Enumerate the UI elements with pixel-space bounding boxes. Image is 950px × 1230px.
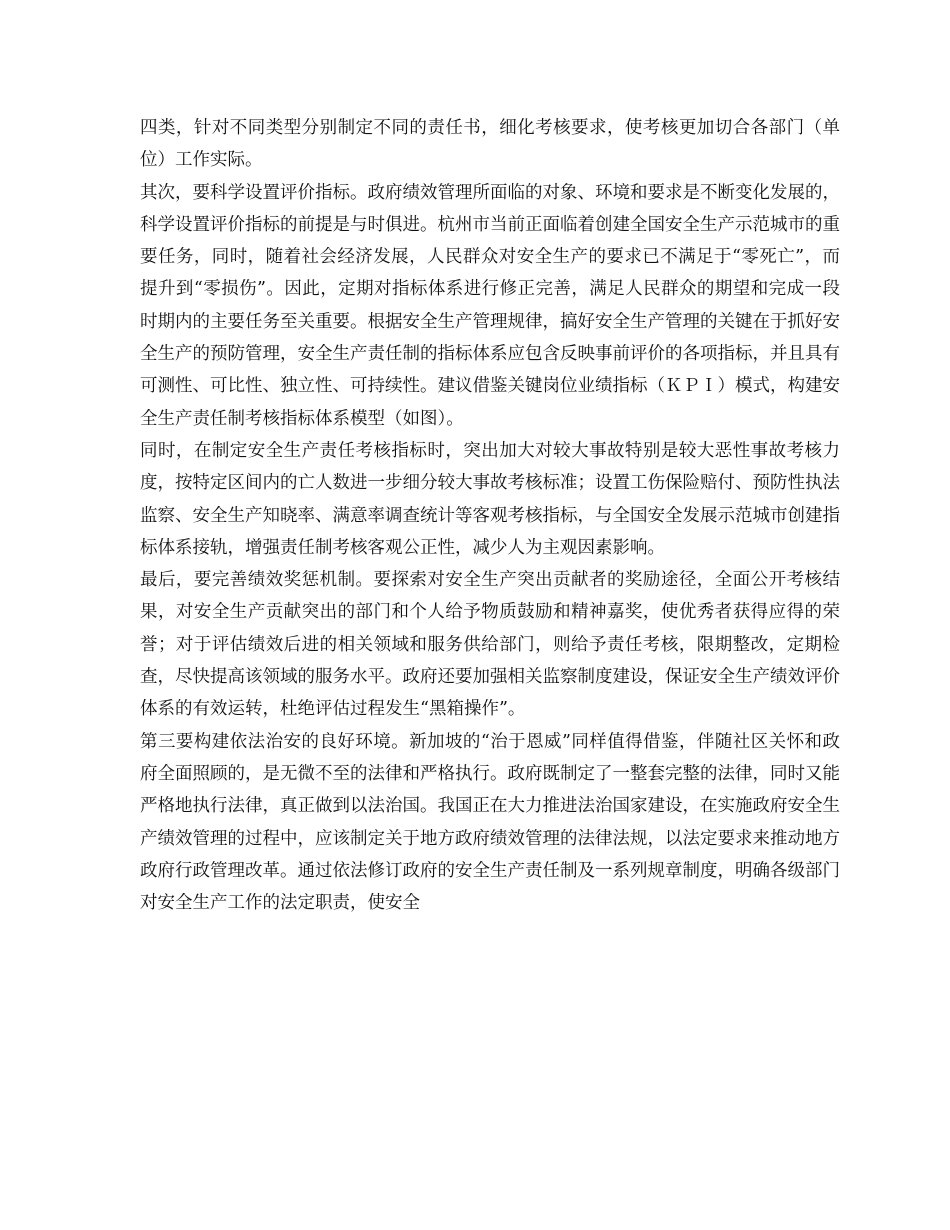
paragraph-1: 四类，针对不同类型分别制定不同的责任书，细化考核要求，使考核更加切合各部门（单位）工作实际。 bbox=[140, 118, 840, 171]
paragraph-4: 最后，要完善绩效奖惩机制。要探索对安全生产突出贡献者的奖励途径，全面公开考核结果，对安全生产贡献突出的部门和个人给予物质鼓励和精神嘉奖，使优秀者获得应得的荣誉；对于评估绩效后进的相关领域和服务供给部门，则给予责任考核，限期整改，定期检查，尽快提高该领域的服务水平。政府还要加强相关监察制度建设，保证安全生产绩效评价体系的有效运转，杜绝评估过程发生“黑箱操作”。 bbox=[140, 570, 840, 720]
document-body bbox=[140, 112, 840, 919]
paragraph-5: 第三要构建依法治安的良好环境。新加坡的“治于恩威”同样值得借鉴，伴随社区关怀和政府全面照顾的，是无微不至的法律和严格执行。政府既制定了一整套完整的法律，同时又能严格地执行法律，真正做到以法治国。我国正在大力推进法治国家建设，在实施政府安全生产绩效管理的过程中，应该制定关于地方政府绩效管理的法律法规，以法定要求来推动地方政府行政管理改革。通过依法修订政府的安全生产责任制及一系列规章制度，明确各级部门对安全生产工作的法定职责，使安全 bbox=[140, 731, 840, 914]
paragraph-2: 其次，要科学设置评价指标。政府绩效管理所面临的对象、环境和要求是不断变化发展的，科学设置评价指标的前提是与时俱进。杭州市当前正面临着创建全国安全生产示范城市的重要任务，同时，随着社会经济发展，人民群众对安全生产的要求已不满足于“零死亡”，而提升到“零损伤”。因此，定期对指标体系进行修正完善，满足人民群众的期望和完成一段时期内的主要任务至关重要。根据安全生产管理规律，搞好安全生产管理的关键在于抓好安全生产的预防管理，安全生产责任制的指标体系应包含反映事前评价的各项指标，并且具有可测性、可比性、独立性、可持续性。建议借鉴关键岗位业绩指标（ＫＰＩ）模式，构建安全生产责任制考核指标体系模型（如图）。 bbox=[140, 182, 840, 429]
paragraph-3: 同时，在制定安全生产责任考核指标时，突出加大对较大事故特别是较大恶性事故考核力度，按特定区间内的亡人数进一步细分较大事故考核标准；设置工伤保险赔付、预防性执法监察、安全生产知晓率、满意率调查统计等客观考核指标，与全国安全发展示范城市创建指标体系接轨，增强责任制考核客观公正性，减少人为主观因素影响。 bbox=[140, 440, 840, 558]
